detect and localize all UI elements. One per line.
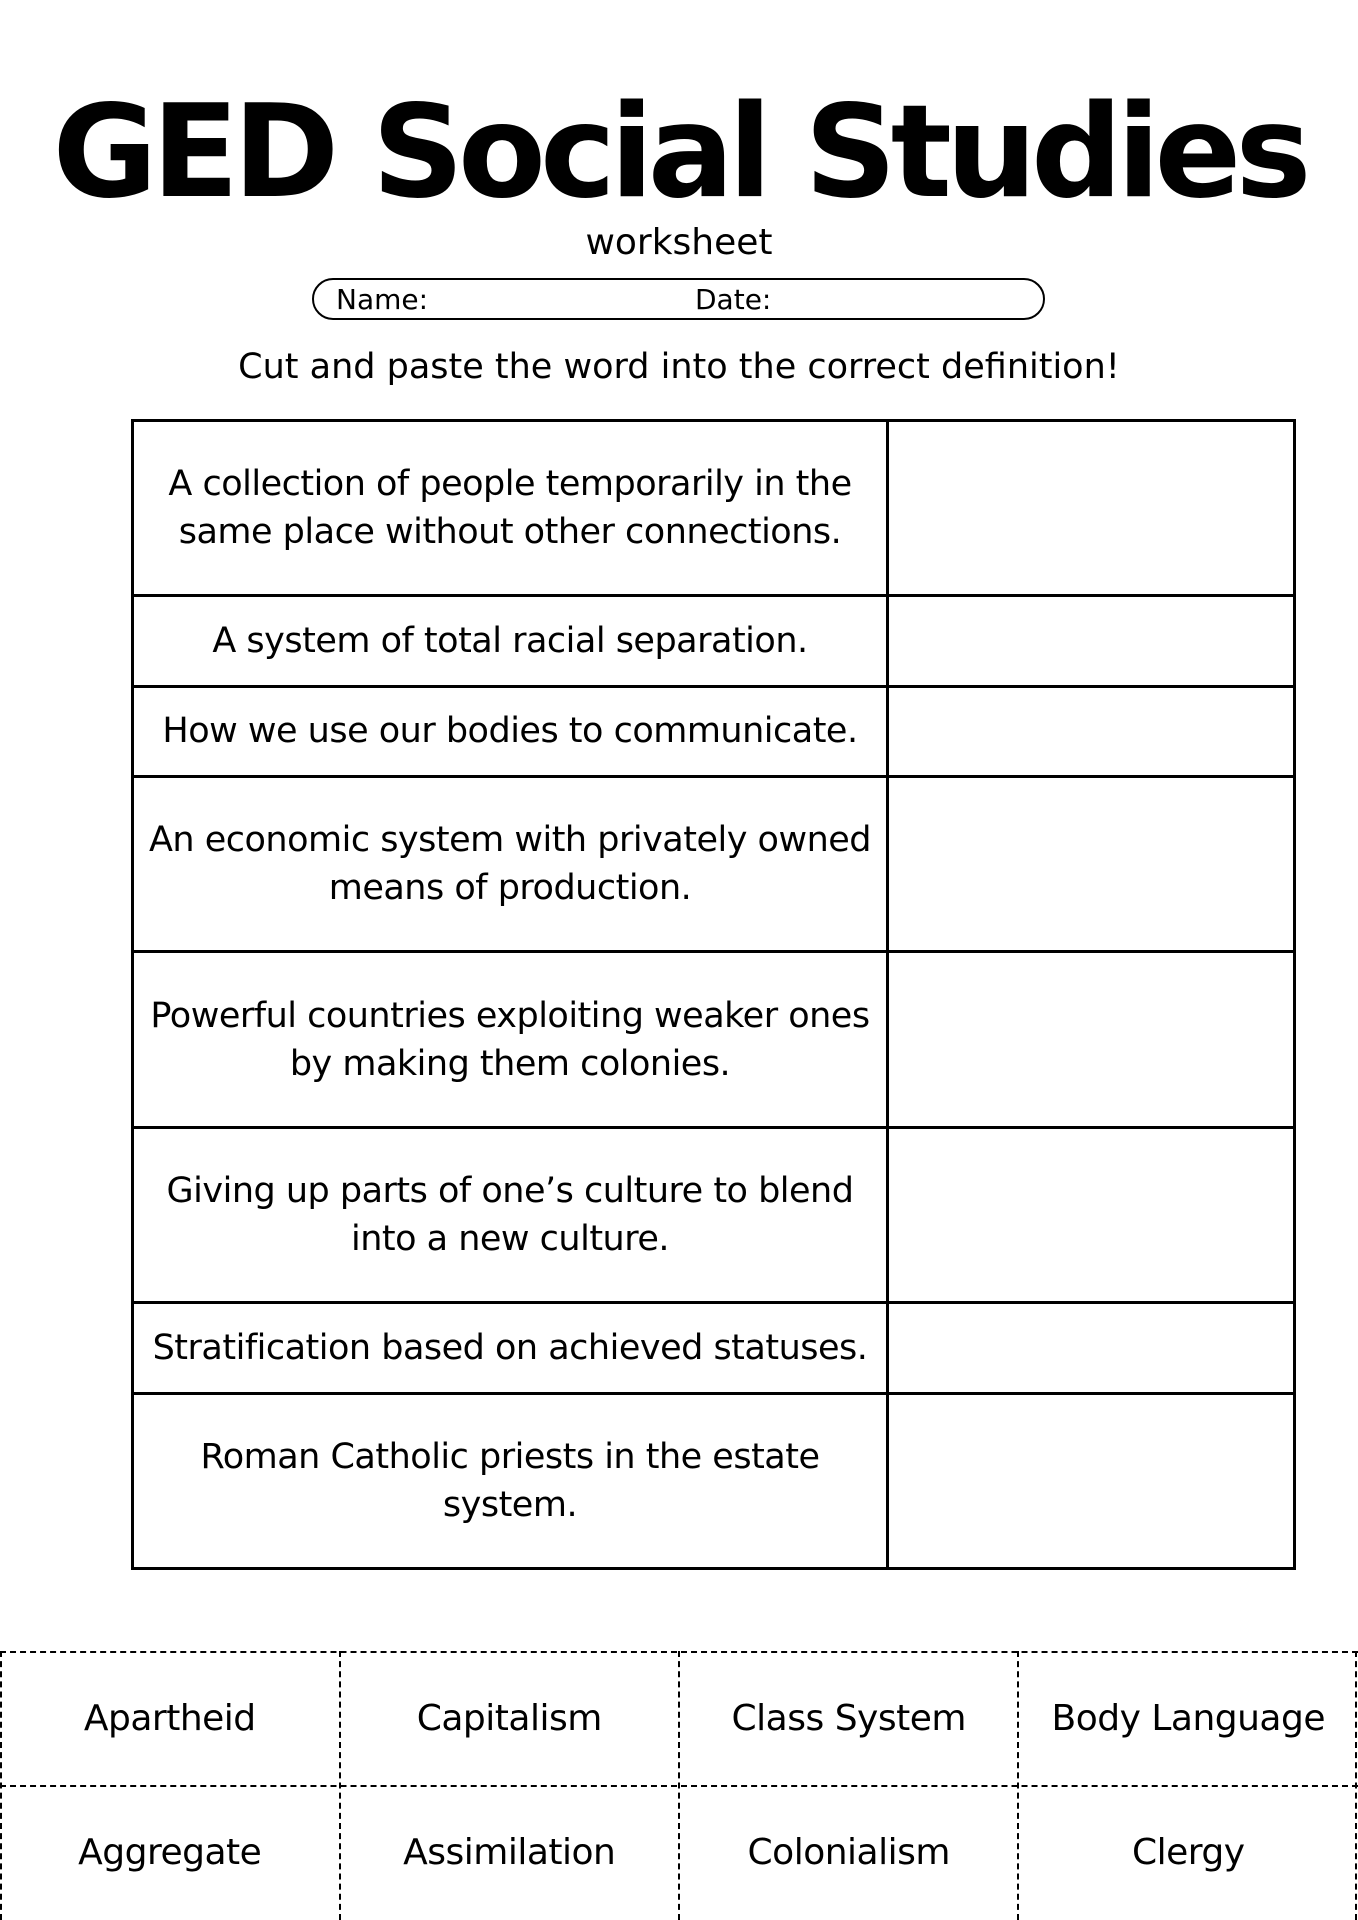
definition-table <box>131 419 1296 1570</box>
word-card[interactable]: Assimilation <box>403 1831 616 1873</box>
word-card[interactable]: Colonialism <box>747 1831 950 1873</box>
table-row <box>133 1127 1295 1302</box>
answer-cell[interactable] <box>888 686 1295 776</box>
definition-cell: A collection of people temporarily in the same place without other connections. <box>133 421 888 596</box>
answer-cell[interactable] <box>888 777 1295 952</box>
definition-cell: Powerful countries exploiting weaker ones by making them colonies. <box>133 952 888 1127</box>
worksheet-title: GED Social Studies <box>52 78 1306 227</box>
table-row <box>133 1393 1295 1568</box>
date-label: Date: <box>695 283 772 316</box>
instruction-text: Cut and paste the word into the correct definition! <box>238 347 1120 387</box>
answer-cell[interactable] <box>888 1393 1295 1568</box>
table-row <box>133 686 1295 776</box>
cut-out-word-cards <box>0 1651 1358 1920</box>
table-row <box>133 421 1295 596</box>
definition-cell: Giving up parts of one’s culture to blend into a new culture. <box>133 1127 888 1302</box>
table-row <box>133 596 1295 686</box>
answer-cell[interactable] <box>888 421 1295 596</box>
answer-cell[interactable] <box>888 1303 1295 1393</box>
answer-cell[interactable] <box>888 596 1295 686</box>
definition-cell: An economic system with privately owned means of production. <box>133 777 888 952</box>
word-card[interactable]: Aggregate <box>78 1831 262 1873</box>
worksheet-subtitle: worksheet <box>585 222 773 263</box>
word-card[interactable]: Body Language <box>1051 1697 1325 1739</box>
name-label: Name: <box>336 283 429 316</box>
word-card[interactable]: Class System <box>731 1697 966 1739</box>
answer-cell[interactable] <box>888 1127 1295 1302</box>
table-row <box>133 1303 1295 1393</box>
definition-cell: How we use our bodies to communicate. <box>133 686 888 776</box>
word-card[interactable]: Apartheid <box>83 1697 256 1739</box>
table-row <box>133 777 1295 952</box>
word-card[interactable]: Clergy <box>1131 1831 1245 1873</box>
definition-cell: A system of total racial separation. <box>133 596 888 686</box>
definition-cell: Stratification based on achieved statuses. <box>133 1303 888 1393</box>
name-date-box[interactable] <box>312 278 1045 320</box>
definition-cell: Roman Catholic priests in the estate system. <box>133 1393 888 1568</box>
table-row <box>133 952 1295 1127</box>
word-card[interactable]: Capitalism <box>416 1697 602 1739</box>
answer-cell[interactable] <box>888 952 1295 1127</box>
